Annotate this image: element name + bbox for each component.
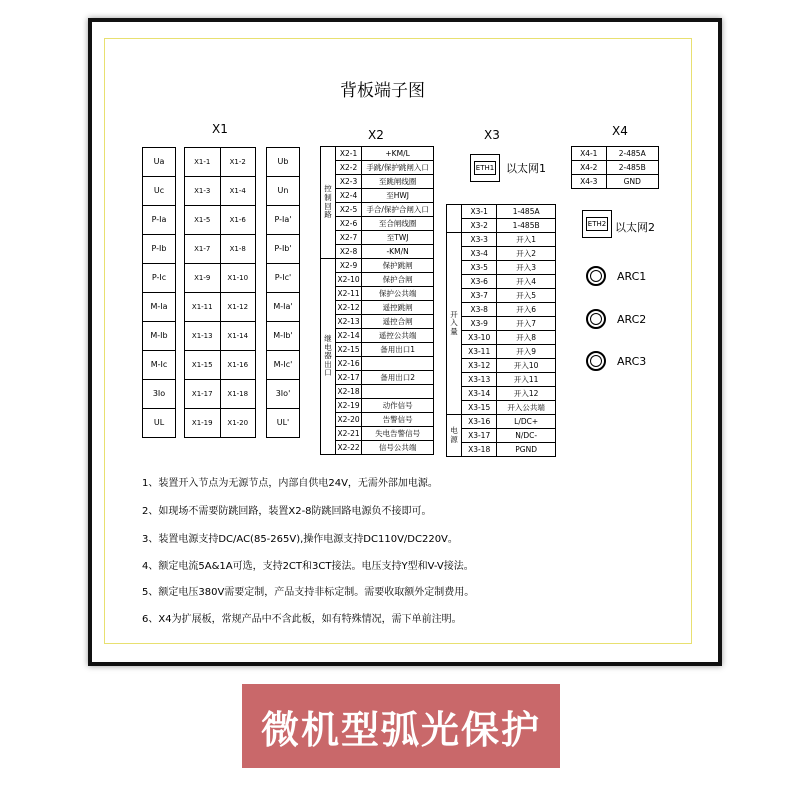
x4-table — [571, 146, 659, 189]
table-row — [321, 399, 434, 413]
x1-terminal-cell: X1-9 — [185, 264, 221, 293]
x1-signal-cell: M-Ic' — [267, 351, 300, 380]
x2-terminal-cell: X2-15 — [336, 343, 362, 357]
x1-signal-cell: Un — [267, 177, 300, 206]
table-row — [321, 301, 434, 315]
table-row — [185, 264, 256, 293]
table-row — [321, 441, 434, 455]
x2-function-cell: 手跳/保护跳闸入口 — [362, 161, 434, 175]
x2-terminal-cell: X2-12 — [336, 301, 362, 315]
table-row — [572, 161, 659, 175]
table-row — [321, 245, 434, 259]
x2-group-label: 控制回路 — [321, 147, 336, 259]
table-row — [447, 219, 556, 233]
table-row — [143, 409, 176, 438]
table-row — [321, 315, 434, 329]
ethernet-port-icon — [470, 154, 500, 182]
table-row — [321, 357, 434, 371]
x3-terminal-cell: X3-11 — [462, 345, 497, 359]
table-row — [447, 443, 556, 457]
x1-signal-cell: P-Ic' — [267, 264, 300, 293]
table-row — [185, 177, 256, 206]
x1-terminal-cell: X1-2 — [220, 148, 256, 177]
table-row — [447, 345, 556, 359]
arc-connector-icon — [586, 309, 606, 329]
x3-function-cell: 开入8 — [497, 331, 556, 345]
x2-function-cell — [362, 357, 434, 371]
x1-terminal-cell: X1-14 — [220, 322, 256, 351]
x2-terminal-cell: X2-17 — [336, 371, 362, 385]
x1-signal-cell: Ua — [143, 148, 176, 177]
x1-terminal-cell: X1-3 — [185, 177, 221, 206]
arc-connector-icon — [586, 351, 606, 371]
table-row — [321, 217, 434, 231]
x1-signal-cell: P-Ia' — [267, 206, 300, 235]
x2-function-cell — [362, 385, 434, 399]
x1-signal-cell: P-Ib — [143, 235, 176, 264]
x2-function-cell: 失电告警信号 — [362, 427, 434, 441]
x3-terminal-cell: X3-18 — [462, 443, 497, 457]
x2-terminal-cell: X2-20 — [336, 413, 362, 427]
x2-terminal-cell: X2-9 — [336, 259, 362, 273]
x3-function-cell: 开入9 — [497, 345, 556, 359]
x4-terminal-cell: X4-3 — [572, 175, 607, 189]
x2-function-cell: -KM/N — [362, 245, 434, 259]
table-row — [321, 203, 434, 217]
x2-function-cell: 至合闸线圈 — [362, 217, 434, 231]
x2-terminal-cell: X2-5 — [336, 203, 362, 217]
table-row — [267, 293, 300, 322]
x2-function-cell: 至TWJ — [362, 231, 434, 245]
table-row — [267, 264, 300, 293]
table-row — [143, 322, 176, 351]
x3-function-cell: 开入12 — [497, 387, 556, 401]
x2-terminal-cell: X2-6 — [336, 217, 362, 231]
x3-function-cell: 开入4 — [497, 275, 556, 289]
product-banner: 微机型弧光保护 — [242, 684, 560, 768]
arc1-label: ARC1 — [617, 270, 647, 283]
x3-function-cell: 开入6 — [497, 303, 556, 317]
x2-function-cell: 手合/保护合闸入口 — [362, 203, 434, 217]
x3-terminal-cell: X3-2 — [462, 219, 497, 233]
table-row — [447, 373, 556, 387]
x2-terminal-cell: X2-13 — [336, 315, 362, 329]
x2-group-label: 继电器出口 — [321, 259, 336, 455]
table-row — [185, 293, 256, 322]
x3-group-label: 开入量 — [447, 233, 462, 415]
table-row — [572, 175, 659, 189]
x3-header: X3 — [484, 128, 500, 142]
x1-terminal-cell: X1-15 — [185, 351, 221, 380]
x2-function-cell: 保护跳闸 — [362, 259, 434, 273]
table-row — [185, 235, 256, 264]
x3-terminal-cell: X3-5 — [462, 261, 497, 275]
x2-terminal-cell: X2-7 — [336, 231, 362, 245]
table-row — [267, 177, 300, 206]
table-row — [447, 401, 556, 415]
x2-function-cell: 动作信号 — [362, 399, 434, 413]
x2-function-cell: 至HWJ — [362, 189, 434, 203]
x1-signal-cell: P-Ib' — [267, 235, 300, 264]
x1-terminal-cell: X1-18 — [220, 380, 256, 409]
x3-terminal-cell: X3-14 — [462, 387, 497, 401]
x1-signal-cell: UL' — [267, 409, 300, 438]
x2-function-cell: 备用出口1 — [362, 343, 434, 357]
eth1-caption: 以太网1 — [506, 162, 546, 175]
x2-function-cell: +KM/L — [362, 147, 434, 161]
x1-signal-cell: M-Ia — [143, 293, 176, 322]
eth1-label: ETH1 — [474, 161, 496, 175]
x1-terminal-cell: X1-4 — [220, 177, 256, 206]
x3-function-cell: L/DC+ — [497, 415, 556, 429]
x1-signal-cell: Uc — [143, 177, 176, 206]
x2-terminal-cell: X2-22 — [336, 441, 362, 455]
x2-terminal-cell: X2-16 — [336, 357, 362, 371]
table-row — [321, 189, 434, 203]
x3-function-cell: 开入2 — [497, 247, 556, 261]
x3-function-cell: 开入11 — [497, 373, 556, 387]
x1-terminal-cell: X1-13 — [185, 322, 221, 351]
x3-terminal-cell: X3-15 — [462, 401, 497, 415]
x2-function-cell: 遥控合闸 — [362, 315, 434, 329]
x3-terminal-cell: X3-1 — [462, 205, 497, 219]
x3-function-cell: 开入1 — [497, 233, 556, 247]
x1-terminal-cell: X1-1 — [185, 148, 221, 177]
x2-terminal-cell: X2-1 — [336, 147, 362, 161]
x3-function-cell: 1-485A — [497, 205, 556, 219]
x1-signal-cell: P-Ic — [143, 264, 176, 293]
x2-function-cell: 至跳闸线圈 — [362, 175, 434, 189]
table-row — [267, 351, 300, 380]
x2-header: X2 — [368, 128, 384, 142]
x3-function-cell: 开入10 — [497, 359, 556, 373]
table-row — [321, 175, 434, 189]
x1-terminal-cell: X1-12 — [220, 293, 256, 322]
x2-terminal-cell: X2-19 — [336, 399, 362, 413]
table-row — [447, 205, 556, 219]
x2-function-cell: 告警信号 — [362, 413, 434, 427]
x2-function-cell: 保护公共端 — [362, 287, 434, 301]
x1-col1-table — [142, 147, 176, 438]
table-row — [447, 415, 556, 429]
x2-function-cell: 遥控跳闸 — [362, 301, 434, 315]
table-row — [267, 380, 300, 409]
x1-signal-cell: UL — [143, 409, 176, 438]
table-row — [447, 261, 556, 275]
table-row — [185, 322, 256, 351]
x2-function-cell: 信号公共端 — [362, 441, 434, 455]
x1-signal-cell: Ub — [267, 148, 300, 177]
page-title: 背板端子图 — [340, 81, 425, 101]
x1-header: X1 — [212, 122, 228, 136]
x1-col3-table — [266, 147, 300, 438]
x3-function-cell: N/DC- — [497, 429, 556, 443]
x3-terminal-cell: X3-3 — [462, 233, 497, 247]
table-row — [321, 371, 434, 385]
x4-terminal-cell: X4-1 — [572, 147, 607, 161]
x3-terminal-cell: X3-7 — [462, 289, 497, 303]
x2-terminal-cell: X2-2 — [336, 161, 362, 175]
x3-terminal-cell: X3-9 — [462, 317, 497, 331]
table-row — [321, 259, 434, 273]
table-row — [321, 343, 434, 357]
x1-signal-cell: M-Ia' — [267, 293, 300, 322]
x3-terminal-cell: X3-4 — [462, 247, 497, 261]
eth2-label: ETH2 — [586, 217, 608, 231]
x1-terminal-cell: X1-7 — [185, 235, 221, 264]
x2-terminal-cell: X2-18 — [336, 385, 362, 399]
note-2: 2、如现场不需要防跳回路，装置X2-8防跳回路电源负不接即可。 — [142, 506, 432, 517]
x4-function-cell: 2-485A — [606, 147, 658, 161]
x3-terminal-cell: X3-10 — [462, 331, 497, 345]
x4-function-cell: GND — [606, 175, 658, 189]
x1-signal-cell: 3Io' — [267, 380, 300, 409]
table-row — [185, 351, 256, 380]
x2-terminal-cell: X2-4 — [336, 189, 362, 203]
x1-signal-cell: P-Ia — [143, 206, 176, 235]
table-row — [447, 247, 556, 261]
note-5: 5、额定电压380V需要定制，产品支持非标定制。需要收取额外定制费用。 — [142, 587, 475, 598]
table-row — [447, 275, 556, 289]
x3-function-cell: 开入公共端 — [497, 401, 556, 415]
x3-function-cell: 开入5 — [497, 289, 556, 303]
table-row — [447, 233, 556, 247]
table-row — [185, 409, 256, 438]
table-row — [447, 303, 556, 317]
x2-terminal-cell: X2-11 — [336, 287, 362, 301]
table-row — [447, 317, 556, 331]
table-row — [143, 177, 176, 206]
table-row — [143, 235, 176, 264]
table-row — [185, 206, 256, 235]
x2-terminal-cell: X2-10 — [336, 273, 362, 287]
x1-terminal-cell: X1-10 — [220, 264, 256, 293]
x1-signal-cell: 3Io — [143, 380, 176, 409]
table-row — [321, 147, 434, 161]
x1-terminal-cell: X1-11 — [185, 293, 221, 322]
note-6: 6、X4为扩展板，常规产品中不含此板，如有特殊情况，需下单前注明。 — [142, 614, 462, 625]
x2-terminal-cell: X2-3 — [336, 175, 362, 189]
table-row — [321, 231, 434, 245]
table-row — [321, 413, 434, 427]
table-row — [267, 148, 300, 177]
x3-terminal-cell: X3-16 — [462, 415, 497, 429]
x3-function-cell: 开入3 — [497, 261, 556, 275]
arc3-label: ARC3 — [617, 355, 647, 368]
x3-group-blank — [447, 205, 462, 233]
x2-terminal-cell: X2-8 — [336, 245, 362, 259]
ethernet-port-icon — [582, 210, 612, 238]
table-row — [143, 148, 176, 177]
table-row — [447, 331, 556, 345]
note-4: 4、额定电流5A&1A可选，支持2CT和3CT接法。电压支持Y型和V-V接法。 — [142, 561, 474, 572]
x4-header: X4 — [612, 124, 628, 138]
x1-signal-cell: M-Ib — [143, 322, 176, 351]
table-row — [143, 264, 176, 293]
table-row — [321, 161, 434, 175]
x1-signal-cell: M-Ic — [143, 351, 176, 380]
table-row — [321, 329, 434, 343]
table-row — [267, 206, 300, 235]
x2-function-cell: 备用出口2 — [362, 371, 434, 385]
x1-terminal-cell: X1-19 — [185, 409, 221, 438]
x3-terminal-cell: X3-8 — [462, 303, 497, 317]
x3-table — [446, 204, 556, 457]
table-row — [267, 322, 300, 351]
table-row — [185, 148, 256, 177]
table-row — [267, 409, 300, 438]
table-row — [143, 206, 176, 235]
x1-signal-cell: M-Ib' — [267, 322, 300, 351]
table-row — [321, 427, 434, 441]
x3-function-cell: 开入7 — [497, 317, 556, 331]
x3-function-cell: PGND — [497, 443, 556, 457]
x3-terminal-cell: X3-13 — [462, 373, 497, 387]
x3-terminal-cell: X3-17 — [462, 429, 497, 443]
x1-terminal-cell: X1-6 — [220, 206, 256, 235]
arc-connector-icon — [586, 266, 606, 286]
table-row — [321, 385, 434, 399]
table-row — [185, 380, 256, 409]
x3-group-label: 电源 — [447, 415, 462, 457]
arc2-label: ARC2 — [617, 313, 647, 326]
eth2-caption: 以太网2 — [615, 221, 655, 234]
x1-terminal-cell: X1-5 — [185, 206, 221, 235]
table-row — [143, 351, 176, 380]
table-row — [143, 380, 176, 409]
x1-terminal-cell: X1-17 — [185, 380, 221, 409]
table-row — [267, 235, 300, 264]
x4-terminal-cell: X4-2 — [572, 161, 607, 175]
x3-terminal-cell: X3-6 — [462, 275, 497, 289]
table-row — [321, 287, 434, 301]
table-row — [143, 293, 176, 322]
note-3: 3、装置电源支持DC/AC(85-265V),操作电源支持DC110V/DC220V。 — [142, 534, 458, 545]
table-row — [447, 289, 556, 303]
x2-function-cell: 遥控公共端 — [362, 329, 434, 343]
x4-function-cell: 2-485B — [606, 161, 658, 175]
x2-function-cell: 保护合闸 — [362, 273, 434, 287]
table-row — [447, 359, 556, 373]
x2-table — [320, 146, 434, 455]
x1-col2-table — [184, 147, 256, 438]
note-1: 1、装置开入节点为无源节点，内部自供电24V，无需外部加电源。 — [142, 478, 438, 489]
x1-terminal-cell: X1-16 — [220, 351, 256, 380]
x2-terminal-cell: X2-21 — [336, 427, 362, 441]
table-row — [572, 147, 659, 161]
x1-terminal-cell: X1-20 — [220, 409, 256, 438]
table-row — [447, 387, 556, 401]
x2-terminal-cell: X2-14 — [336, 329, 362, 343]
table-row — [321, 273, 434, 287]
table-row — [447, 429, 556, 443]
x1-terminal-cell: X1-8 — [220, 235, 256, 264]
x3-terminal-cell: X3-12 — [462, 359, 497, 373]
x3-function-cell: 1-485B — [497, 219, 556, 233]
